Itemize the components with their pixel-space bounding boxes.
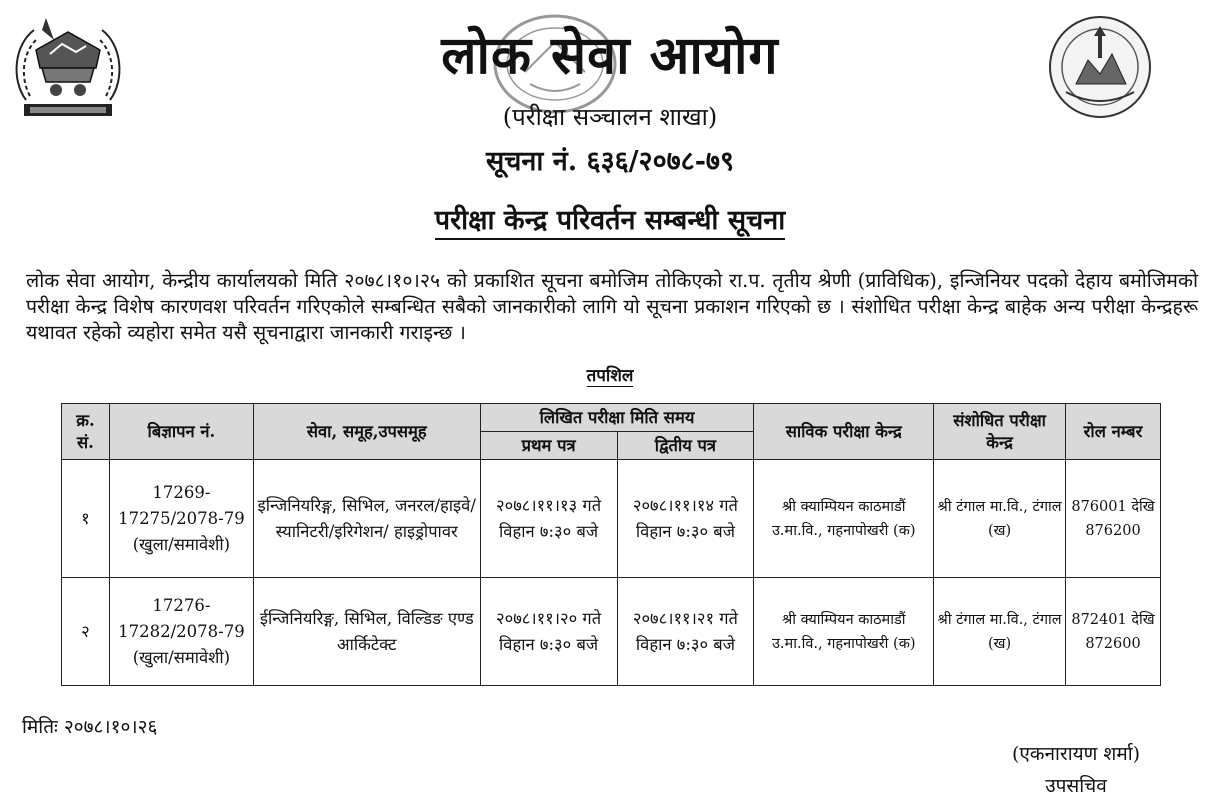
header-ad-no: बिज्ञापन नं. [109, 404, 253, 460]
page-title: लोक सेवा आयोग [441, 25, 779, 86]
cell-sn: २ [62, 578, 110, 686]
cell-new-center: श्री टंगाल मा.वि., टंगाल (ख) [934, 578, 1066, 686]
table-header-row [62, 404, 1161, 432]
notice-body: लोक सेवा आयोग, केन्द्रीय कार्यालयको मिति २०७८।१०।२५ को प्रकाशित सूचना बमोजिम तोकिएको रा.प. तृतीय श्रेणी (प्राविधिक), इन्जिनियर पदको देहाय बमोजिमको परीक्षा केन्द्र विशेष कारणवश परिवर्तन गरिएकोले सम्बन्धित सबैको जानकारीको लागि यो सूचना प्रकाशन गरिएको छ । संशोधित परीक्षा केन्द्र बाहेक अन्य परीक्षा केन्द्रहरू यथावत रहेको व्यहोरा समेत यसै सूचनाद्वारा जानकारी गराइन्छ । [26, 269, 1198, 344]
cell-old-center: श्री क्याम्पियन काठमाडौं उ.मा.वि., गहनापोखरी (क) [754, 460, 934, 578]
lok-sewa-aayog-seal-icon [1036, 14, 1164, 120]
cell-old-center: श्री क्याम्पियन काठमाडौं उ.मा.वि., गहनापोखरी (क) [754, 578, 934, 686]
cell-roll: 872401 देखि 872600 [1066, 578, 1161, 686]
header-paper1: प्रथम पत्र [480, 432, 617, 460]
header-service: सेवा, समूह,उपसमूह [253, 404, 480, 460]
header-roll: रोल नम्बर [1066, 404, 1161, 460]
cell-sn: १ [62, 460, 110, 578]
cell-paper1: २०७८।११।२० गते विहान ७:३० बजे [480, 578, 617, 686]
header-old-center: साविक परीक्षा केन्द्र [754, 404, 934, 460]
signatory-title: उपसचिव [1045, 775, 1107, 797]
cell-paper2: २०७८।११।२१ गते विहान ७:३० बजे [617, 578, 754, 686]
cell-paper2: २०७८।११।१४ गते विहान ७:३० बजे [617, 460, 754, 578]
table-caption: तपशिल [586, 366, 634, 386]
table-row [62, 578, 1161, 686]
notice-date: मितिः २०७८।१०।२६ [22, 716, 158, 738]
cell-new-center: श्री टंगाल मा.वि., टंगाल (ख) [934, 460, 1066, 578]
nepal-government-emblem-icon [6, 10, 130, 122]
header-new-center: संशोधित परीक्षा केन्द्र [934, 404, 1066, 460]
signatory-name: (एकनारायण शर्मा) [1011, 743, 1141, 765]
header-sn: क्र. सं. [62, 404, 110, 460]
header-exam-date: लिखित परीक्षा मिति समय [480, 404, 754, 432]
cell-service: ईन्जिनियरिङ्ग, सिभिल, विल्डिङ एण्ड आर्किटेक्ट [253, 578, 480, 686]
exam-center-table [61, 403, 1161, 686]
cell-roll: 876001 देखि 876200 [1066, 460, 1161, 578]
cell-paper1: २०७८।११।१३ गते विहान ७:३० बजे [480, 460, 617, 578]
page-subtitle: (परीक्षा सञ्चालन शाखा) [502, 103, 718, 131]
notice-heading: परीक्षा केन्द्र परिवर्तन सम्बन्धी सूचना [300, 200, 920, 237]
cell-service: इन्जिनियरिङ्ग, सिभिल, जनरल/हाइवे/स्यानिटरी/इरिगेशन/ हाइड्रोपावर [253, 460, 480, 578]
table-row [62, 460, 1161, 578]
cell-ad-no: 17269-17275/2078-79 (खुला/समावेशी) [109, 460, 253, 578]
notice-number: सूचना नं. ६३६/२०७८-७९ [486, 146, 734, 177]
cell-ad-no: 17276-17282/2078-79 (खुला/समावेशी) [109, 578, 253, 686]
header-paper2: द्वितीय पत्र [617, 432, 754, 460]
